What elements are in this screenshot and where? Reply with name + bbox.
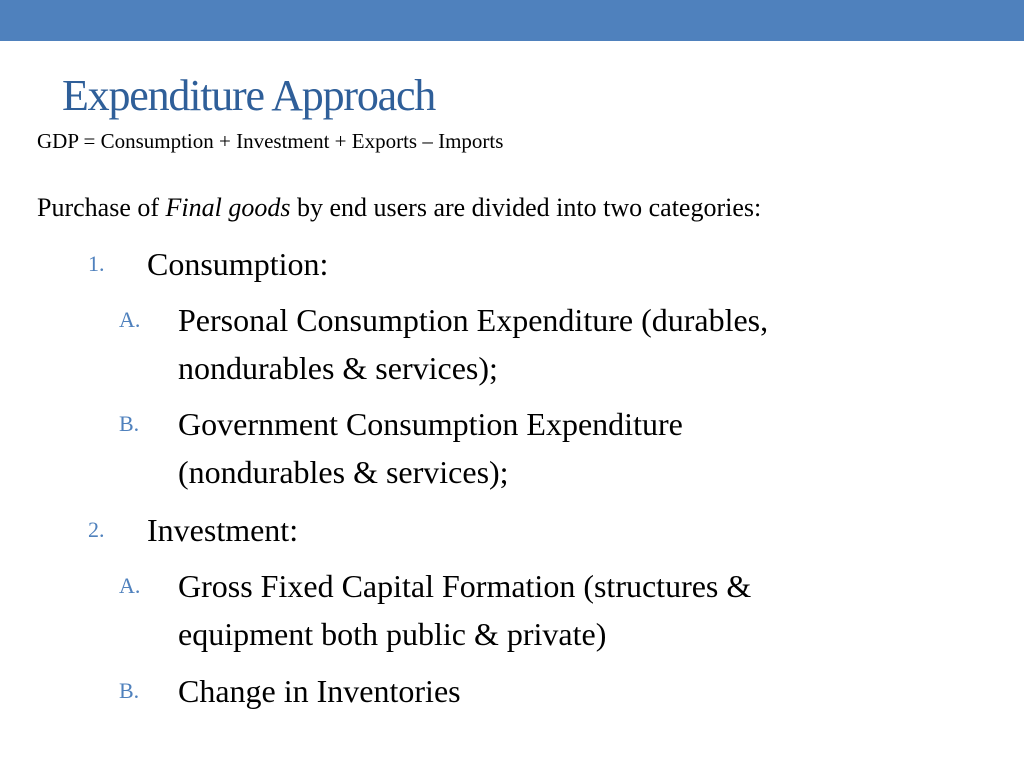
sub-item-1b-line-1: Government Consumption Expenditure	[178, 406, 683, 442]
sub-item-1b-line-2: (nondurables & services);	[178, 454, 509, 490]
list-marker-1: 1.	[88, 251, 105, 276]
intro-emphasis: Final goods	[165, 193, 291, 222]
sub-item-2a-line-2: equipment both public & private)	[178, 616, 607, 652]
sub-marker-2a: A.	[119, 573, 141, 598]
intro-after: by end users are divided into two categories:	[290, 193, 762, 222]
sub-item-2b-line-1: Change in Inventories	[178, 673, 461, 709]
sub-marker-2b: B.	[119, 678, 140, 703]
sub-marker-1a: A.	[119, 307, 141, 332]
intro-before: Purchase of	[37, 193, 166, 222]
list-marker-2: 2.	[88, 517, 105, 542]
intro-text	[37, 192, 761, 224]
sub-marker-1b: B.	[119, 411, 140, 436]
category-investment: Investment:	[147, 512, 299, 548]
sub-item-2a-line-1: Gross Fixed Capital Formation (structures &	[178, 568, 752, 604]
gdp-formula: GDP = Consumption + Investment + Exports – Imports	[37, 129, 504, 153]
sub-item-1a-line-1: Personal Consumption Expenditure (durables,	[178, 302, 769, 338]
sub-item-1a-line-2: nondurables & services);	[178, 350, 498, 386]
header-accent-bar	[0, 0, 1024, 41]
slide-title: Expenditure Approach	[62, 71, 436, 120]
category-consumption: Consumption:	[147, 246, 329, 282]
